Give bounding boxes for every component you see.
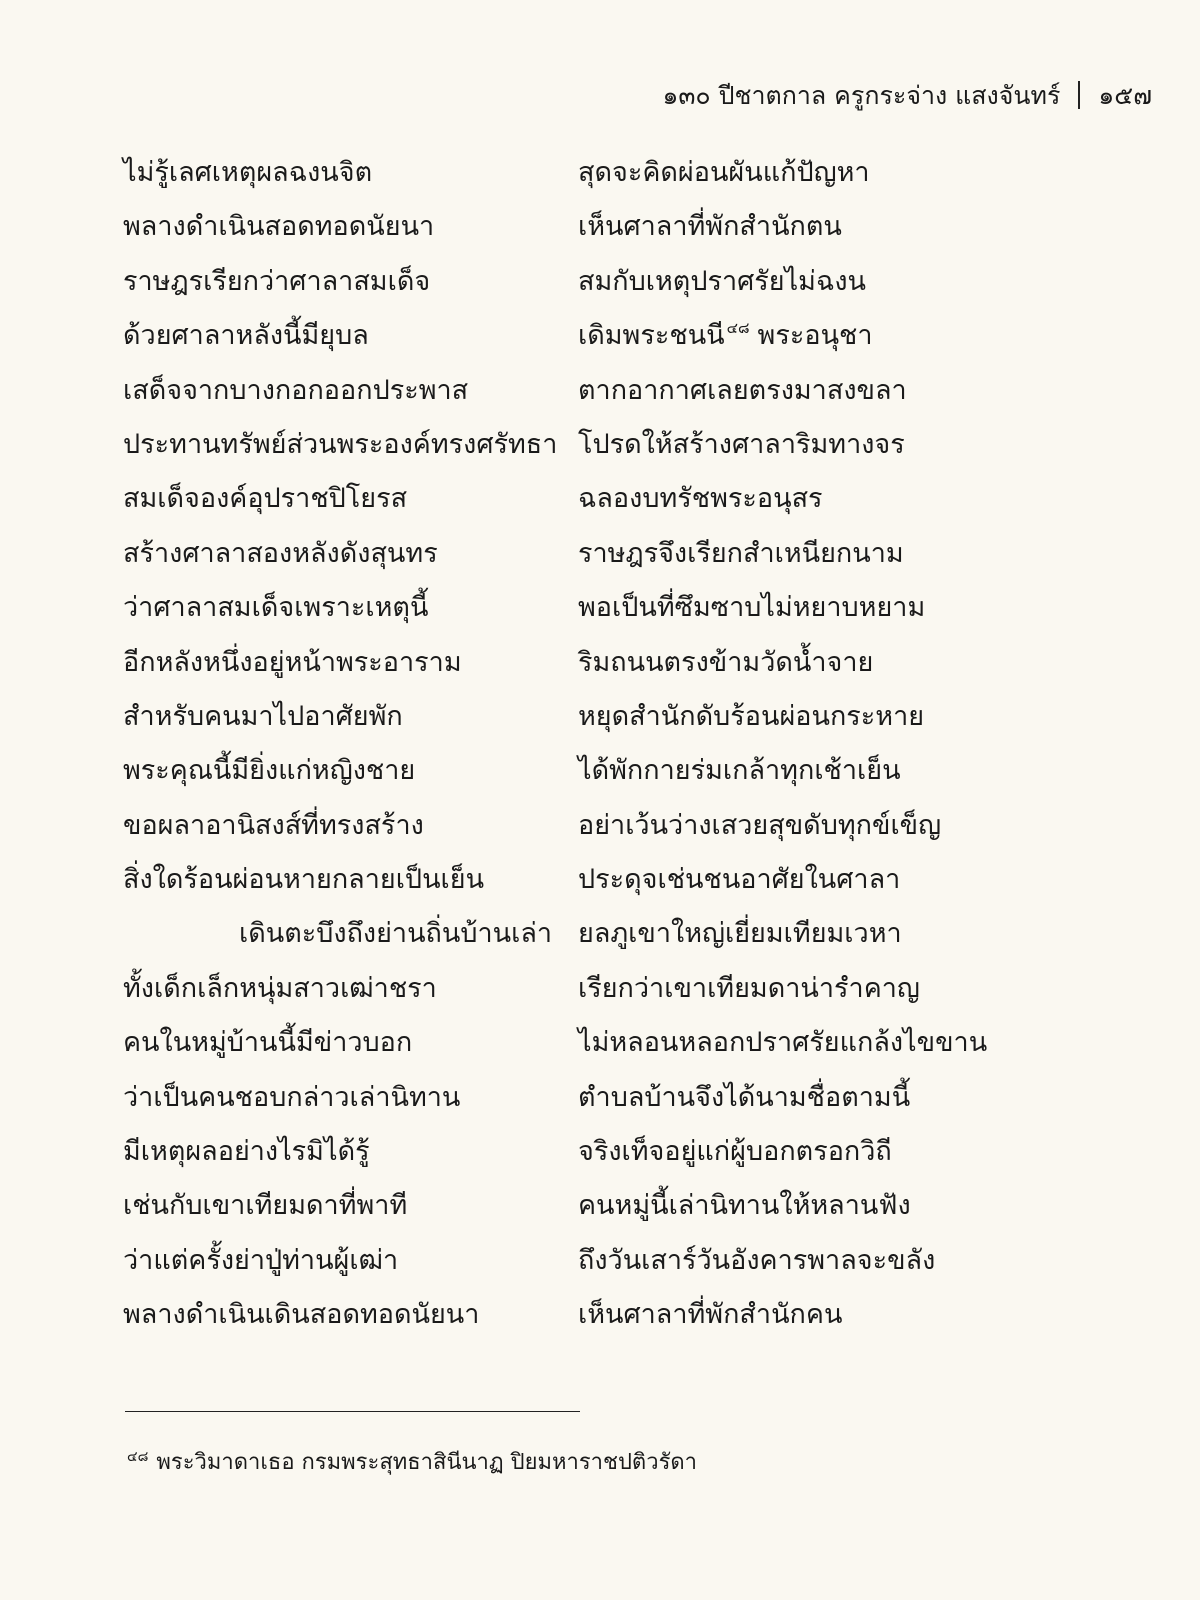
verse-line — [123, 907, 1163, 961]
verse-left: สมเด็จองค์อุปราชปิโยรส — [123, 483, 408, 515]
verse-right-text: พระอนุชา — [757, 320, 873, 352]
verse-left: สำหรับคนมาไปอาศัยพัก — [123, 700, 403, 732]
verse-left: เดินตะบึงถึงย่านถิ่นบ้านเล่า — [239, 918, 553, 950]
verse-line — [123, 744, 1163, 798]
verse-left: ว่าศาลาสมเด็จเพราะเหตุนี้ — [123, 592, 429, 624]
page-number: ๑๕๗ — [1098, 81, 1152, 110]
verse-line — [123, 581, 1163, 635]
verse-right: เรียกว่าเขาเทียมดาน่ารำคาญ — [578, 972, 920, 1004]
verse-right: ไม่หลอนหลอกปราศรัยแกล้งไขขาน — [578, 1027, 988, 1059]
verse-left: ประทานทรัพย์ส่วนพระองค์ทรงศรัทธา — [123, 428, 558, 460]
verse-right: เห็นศาลาที่พักสำนักคน — [578, 1299, 843, 1331]
verse-right: ยลภูเขาใหญ่เยี่ยมเทียมเวหา — [578, 918, 902, 950]
verse-line — [123, 1179, 1163, 1233]
verse-line — [123, 418, 1163, 472]
verse-right: พอเป็นที่ซึมซาบไม่หยาบหยาม — [578, 592, 926, 624]
verse-right: ตำบลบ้านจึงได้นามชื่อตามนี้ — [578, 1081, 911, 1113]
verse-right: ถึงวันเสาร์วันอังคารพาลจะขลัง — [578, 1244, 936, 1276]
verse-line — [123, 853, 1163, 907]
verse-left: พลางดำเนินเดินสอดทอดนัยนา — [123, 1299, 480, 1331]
verse-line — [123, 309, 1163, 363]
verse-right: ริมถนนตรงข้ามวัดน้ำจาย — [578, 646, 874, 678]
verse-left: ขอผลาอานิสงส์ที่ทรงสร้าง — [123, 809, 424, 841]
header-title: ๑๓๐ ปีชาตกาล ครูกระจ่าง แสงจันทร์ — [662, 81, 1061, 110]
verse-right: โปรดให้สร้างศาลาริมทางจร — [578, 428, 905, 460]
verse-line — [123, 1071, 1163, 1125]
verse-left: พระคุณนี้มียิ่งแก่หญิงชาย — [123, 755, 416, 787]
verse-line — [123, 1288, 1163, 1342]
footnote-rule — [125, 1411, 580, 1412]
verse-right: หยุดสำนักดับร้อนผ่อนกระหาย — [578, 700, 925, 732]
verse-left: สร้างศาลาสองหลังดังสุนทร — [123, 537, 438, 569]
header-separator — [1078, 81, 1080, 109]
verse-left: อีกหลังหนึ่งอยู่หน้าพระอาราม — [123, 646, 462, 678]
verse-left: ด้วยศาลาหลังนี้มียุบล — [123, 320, 369, 352]
footnote-number: ๔๘ — [127, 1449, 149, 1465]
verse-left: มีเหตุผลอย่างไรมิได้รู้ — [123, 1136, 370, 1168]
verse-left: เสด็จจากบางกอกออกประพาส — [123, 374, 469, 406]
verse-line — [123, 1016, 1163, 1070]
footnote — [127, 1444, 697, 1479]
verse-right: เห็นศาลาที่พักสำนักตน — [578, 211, 842, 243]
verse-left: เช่นกับเขาเทียมดาที่พาที — [123, 1190, 408, 1222]
running-header — [662, 76, 1152, 116]
verse-line — [123, 636, 1163, 690]
verse-line — [123, 690, 1163, 744]
verse-right: สุดจะคิดผ่อนผันแก้ปัญหา — [578, 157, 870, 188]
verse-left: ทั้งเด็กเล็กหนุ่มสาวเฒ่าชรา — [123, 972, 437, 1004]
verse-line — [123, 1234, 1163, 1288]
verse-line — [123, 472, 1163, 526]
footnote-text: พระวิมาดาเธอ กรมพระสุทธาสินีนาฏ ปิยมหาราชปติวรัดา — [156, 1450, 698, 1475]
verse-right: คนหมู่นี้เล่านิทานให้หลานฟัง — [578, 1190, 911, 1222]
verse-right: ได้พักกายร่มเกล้าทุกเช้าเย็น — [578, 755, 901, 787]
verse-left: ว่าเป็นคนชอบกล่าวเล่านิทาน — [123, 1081, 461, 1113]
verse-left: พลางดำเนินสอดทอดนัยนา — [123, 211, 435, 243]
verse-line — [123, 1125, 1163, 1179]
verse-left: สิ่งใดร้อนผ่อนหายกลายเป็นเย็น — [123, 864, 485, 896]
verse-right: ราษฎรจึงเรียกสำเหนียกนาม — [578, 537, 904, 569]
poem-body — [123, 146, 1163, 1343]
verse-left: คนในหมู่บ้านนี้มีข่าวบอก — [123, 1027, 413, 1059]
verse-left: ราษฎรเรียกว่าศาลาสมเด็จ — [123, 265, 431, 297]
verse-line — [123, 200, 1163, 254]
verse-right — [578, 309, 873, 363]
verse-right: จริงเท็จอยู่แก่ผู้บอกตรอกวิถี — [578, 1136, 892, 1168]
verse-left: ว่าแต่ครั้งย่าปู่ท่านผู้เฒ่า — [123, 1244, 399, 1276]
verse-line — [123, 146, 1163, 200]
verse-line — [123, 799, 1163, 853]
verse-line — [123, 962, 1163, 1016]
verse-right: ฉลองบทรัชพระอนุสร — [578, 483, 823, 515]
verse-line — [123, 527, 1163, 581]
verse-right: สมกับเหตุปราศรัยไม่ฉงน — [578, 265, 866, 297]
verse-right: อย่าเว้นว่างเสวยสุขดับทุกข์เข็ญ — [578, 809, 942, 841]
verse-right: ตากอากาศเลยตรงมาสงขลา — [578, 374, 907, 406]
footnote-ref: ๔๘ — [726, 319, 750, 338]
verse-line — [123, 364, 1163, 418]
verse-left: ไม่รู้เลศเหตุผลฉงนจิต — [123, 157, 373, 188]
verse-right: ประดุจเช่นชนอาศัยในศาลา — [578, 864, 901, 896]
verse-line — [123, 255, 1163, 309]
verse-right-text: เดิมพระชนนี — [578, 320, 725, 352]
